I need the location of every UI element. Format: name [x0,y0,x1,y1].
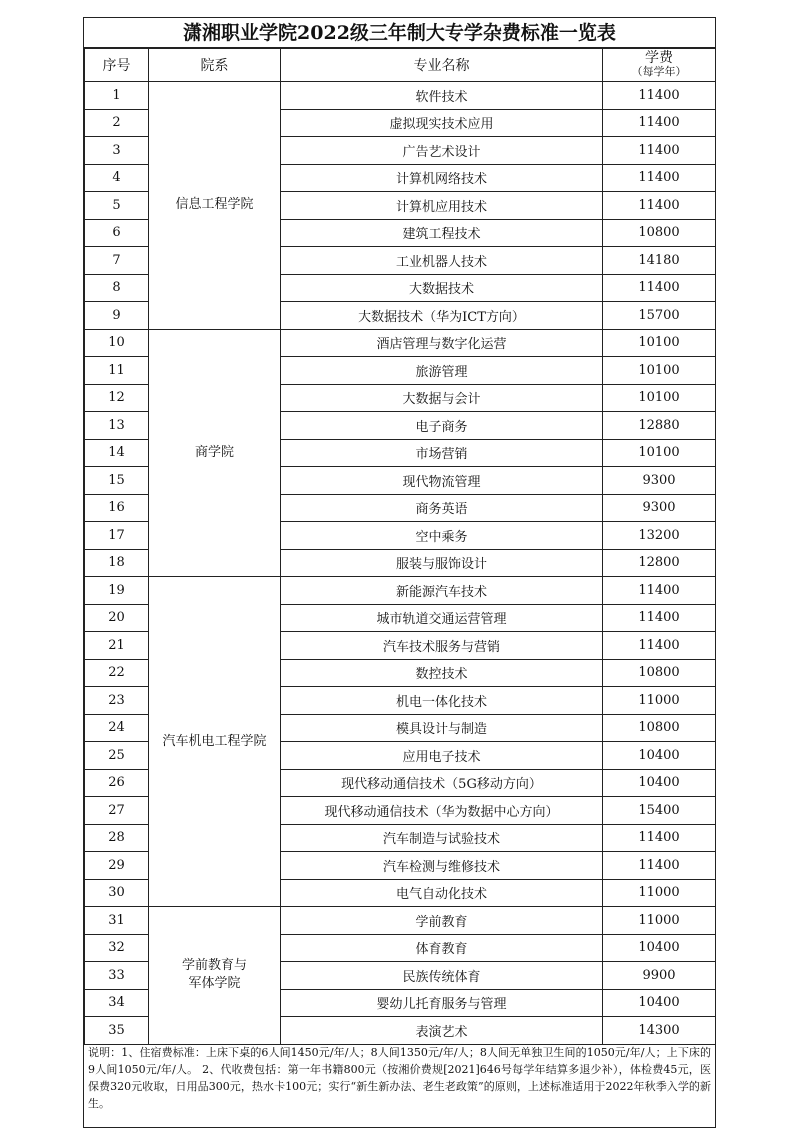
tuition-fee: 11400 [603,852,716,880]
department-name: 学前教育与 军体学院 [149,907,281,1045]
major-name: 新能源汽车技术 [281,577,603,605]
header-fee-sub: （每学年） [631,65,687,78]
major-name: 婴幼儿托育服务与管理 [281,989,603,1017]
tuition-fee: 9900 [603,962,716,990]
row-number: 8 [85,274,149,302]
row-number: 14 [85,439,149,467]
tuition-fee: 11400 [603,164,716,192]
row-number: 24 [85,714,149,742]
row-number: 23 [85,687,149,715]
tuition-fee: 11000 [603,879,716,907]
row-number: 10 [85,329,149,357]
tuition-fee: 11400 [603,577,716,605]
table-body [85,82,716,1045]
major-name: 电气自动化技术 [281,879,603,907]
department-name: 信息工程学院 [149,82,281,330]
tuition-fee: 11400 [603,274,716,302]
tuition-fee: 10400 [603,742,716,770]
tuition-fee: 11400 [603,632,716,660]
row-number: 2 [85,109,149,137]
row-number: 16 [85,494,149,522]
department-name: 汽车机电工程学院 [149,577,281,907]
tuition-fee: 9300 [603,467,716,495]
tuition-fee: 11400 [603,109,716,137]
row-number: 22 [85,659,149,687]
header-fee [603,49,716,82]
table-row [85,82,716,110]
tuition-fee: 14180 [603,247,716,275]
row-number: 1 [85,82,149,110]
major-name: 市场营销 [281,439,603,467]
major-name: 虚拟现实技术应用 [281,109,603,137]
major-name: 服装与服饰设计 [281,549,603,577]
row-number: 28 [85,824,149,852]
major-name: 现代移动通信技术（华为数据中心方向） [281,797,603,825]
tuition-fee: 10400 [603,934,716,962]
tuition-fee: 10100 [603,357,716,385]
major-name: 计算机应用技术 [281,192,603,220]
row-number: 19 [85,577,149,605]
tuition-fee: 9300 [603,494,716,522]
tuition-fee: 10800 [603,219,716,247]
tuition-fee: 10400 [603,769,716,797]
major-name: 旅游管理 [281,357,603,385]
row-number: 3 [85,137,149,165]
major-name: 商务英语 [281,494,603,522]
major-name: 城市轨道交通运营管理 [281,604,603,632]
table-row [85,329,716,357]
row-number: 27 [85,797,149,825]
row-number: 26 [85,769,149,797]
tuition-fee: 12880 [603,412,716,440]
row-number: 33 [85,962,149,990]
major-name: 软件技术 [281,82,603,110]
header-dept: 院系 [149,49,281,82]
department-name: 商学院 [149,329,281,577]
fee-sheet [83,17,716,1128]
major-name: 空中乘务 [281,522,603,550]
row-number: 29 [85,852,149,880]
major-name: 学前教育 [281,907,603,935]
major-name: 机电一体化技术 [281,687,603,715]
major-name: 计算机网络技术 [281,164,603,192]
row-number: 4 [85,164,149,192]
row-number: 6 [85,219,149,247]
table-header-row [85,49,716,82]
row-number: 35 [85,1017,149,1045]
tuition-fee: 11000 [603,907,716,935]
tuition-fee: 11000 [603,687,716,715]
major-name: 现代物流管理 [281,467,603,495]
row-number: 7 [85,247,149,275]
row-number: 18 [85,549,149,577]
major-name: 酒店管理与数字化运营 [281,329,603,357]
row-number: 13 [85,412,149,440]
major-name: 广告艺术设计 [281,137,603,165]
major-name: 汽车检测与维修技术 [281,852,603,880]
major-name: 工业机器人技术 [281,247,603,275]
row-number: 20 [85,604,149,632]
tuition-fee: 11400 [603,604,716,632]
table-row [85,577,716,605]
tuition-fee: 14300 [603,1017,716,1045]
header-major: 专业名称 [281,49,603,82]
major-name: 大数据与会计 [281,384,603,412]
row-number: 12 [85,384,149,412]
tuition-fee: 11400 [603,82,716,110]
tuition-fee: 13200 [603,522,716,550]
row-number: 21 [85,632,149,660]
footnote: 说明：1、住宿费标准：上床下桌的6人间1450元/年/人；8人间1350元/年/人；8人间无单独卫生间的1050元/年/人；上下床的9人间1050元/年/人。 2、代收费包括：第一年书籍800元（按湘价费规[2021]646号每学年结算多退少补），体检费45元，医保费320元收取，日用品300元，热水卡100元；实行“新生新办法、老生老政策”的原则，上述标准适用于2022年秋季入学的新生。 [88,1046,711,1110]
tuition-fee: 11400 [603,824,716,852]
major-name: 数控技术 [281,659,603,687]
major-name: 汽车技术服务与营销 [281,632,603,660]
major-name: 表演艺术 [281,1017,603,1045]
fee-table [84,48,716,1045]
tuition-fee: 15700 [603,302,716,330]
tuition-fee: 11400 [603,192,716,220]
major-name: 电子商务 [281,412,603,440]
tuition-fee: 10800 [603,714,716,742]
tuition-fee: 11400 [603,137,716,165]
row-number: 5 [85,192,149,220]
tuition-fee: 15400 [603,797,716,825]
row-number: 34 [85,989,149,1017]
row-number: 32 [85,934,149,962]
row-number: 25 [85,742,149,770]
row-number: 11 [85,357,149,385]
major-name: 大数据技术 [281,274,603,302]
tuition-fee: 10400 [603,989,716,1017]
header-fee-label: 学费 [645,50,673,66]
row-number: 31 [85,907,149,935]
major-name: 模具设计与制造 [281,714,603,742]
major-name: 现代移动通信技术（5G移动方向） [281,769,603,797]
page-title: 潇湘职业学院2022级三年制大专学杂费标准一览表 [84,18,715,48]
major-name: 体育教育 [281,934,603,962]
tuition-fee: 10800 [603,659,716,687]
major-name: 汽车制造与试验技术 [281,824,603,852]
major-name: 民族传统体育 [281,962,603,990]
table-row [85,907,716,935]
row-number: 15 [85,467,149,495]
tuition-fee: 10100 [603,329,716,357]
major-name: 建筑工程技术 [281,219,603,247]
major-name: 大数据技术（华为ICT方向） [281,302,603,330]
tuition-fee: 10100 [603,439,716,467]
tuition-fee: 10100 [603,384,716,412]
row-number: 30 [85,879,149,907]
row-number: 17 [85,522,149,550]
tuition-fee: 12800 [603,549,716,577]
row-number: 9 [85,302,149,330]
header-no: 序号 [85,49,149,82]
major-name: 应用电子技术 [281,742,603,770]
